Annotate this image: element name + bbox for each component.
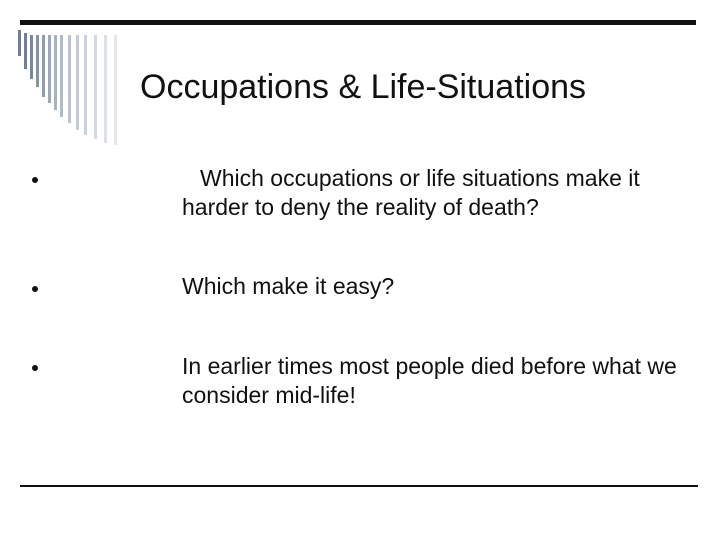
bullet-text-3: In earlier times most people died before what we consider mid-life! — [182, 353, 677, 408]
bullet-dot-2 — [32, 286, 38, 292]
bullet-dot-3 — [32, 365, 38, 371]
bullet-text-1: Which occupations or life situations make it harder to deny the reality of death? — [182, 165, 640, 220]
bullet-dot-1 — [32, 177, 38, 183]
slide-title: Occupations & Life-Situations — [140, 68, 587, 106]
bottom-rule — [20, 485, 698, 487]
decorative-stripes — [18, 30, 128, 145]
top-rule — [20, 20, 696, 25]
bullet-text-2: Which make it easy? — [182, 273, 395, 299]
